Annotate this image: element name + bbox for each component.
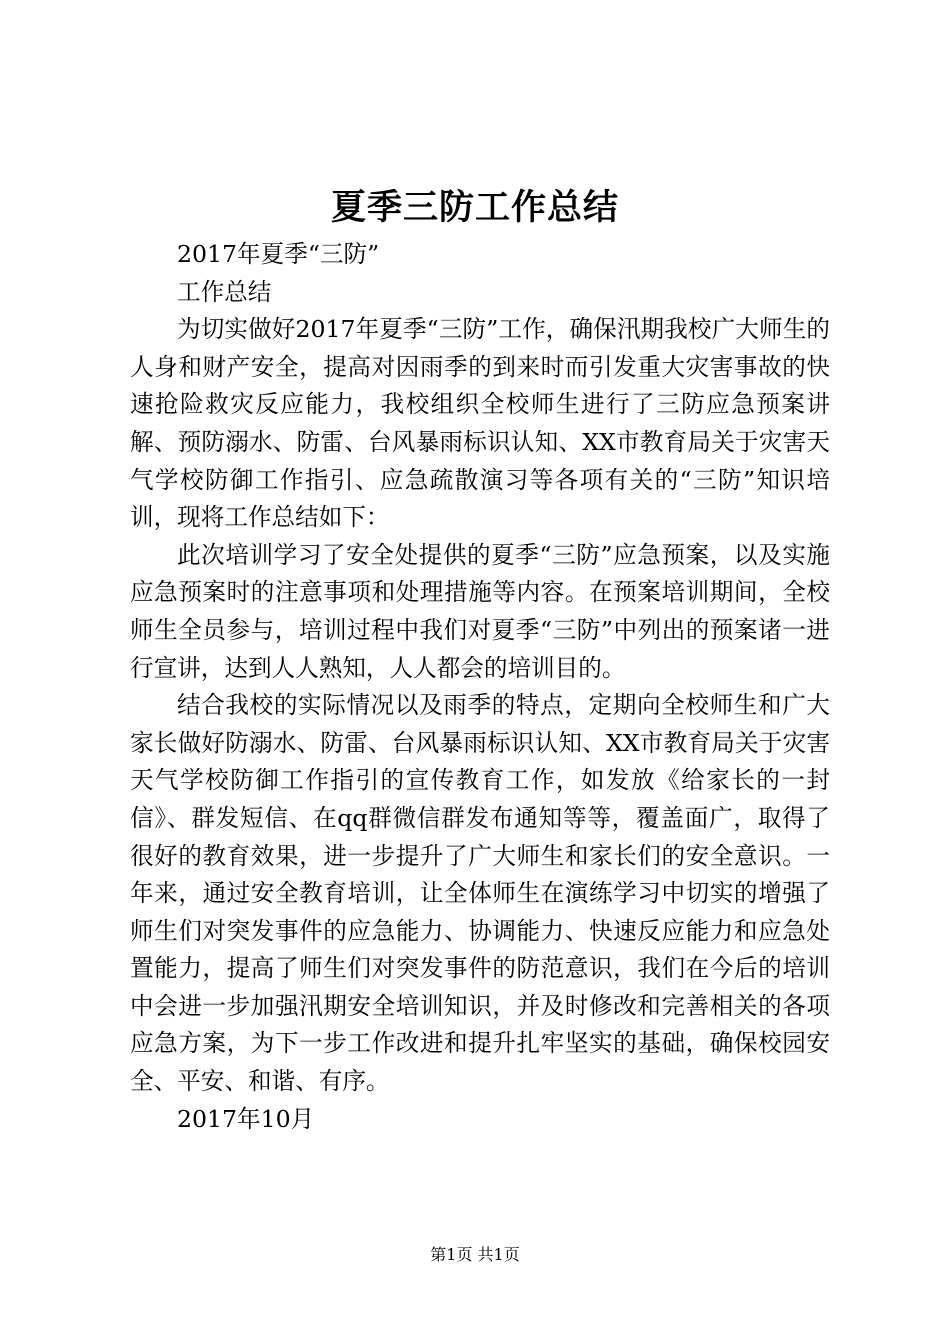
page-footer: 第1页 共1页 [430, 1245, 520, 1264]
document-date: 2017年10月 [177, 1104, 315, 1133]
document-body [130, 236, 830, 1138]
subtitle-line-2: 工作总结 [177, 277, 272, 306]
subtitle-line-1: 2017年夏季“三防” [177, 240, 380, 268]
paragraph-outreach: 结合我校的实际情况以及雨季的特点，定期向全校师生和广大家长做好防溺水、防雷、台风暴雨标识认知、XX市教育局关于灾害天气学校防御工作指引的宣传教育工作，如发放《给家长的一封信》、群发短信、在qq群微信群发布通知等等，覆盖面广，取得了很好的教育效果，进一步提升了广大师生和家长们的安全意识。一年来，通过安全教育培训，让全体师生在演练学习中切实的增强了师生们对突发事件的应急能力、协调能力、快速反应能力和应急处置能力，提高了师生们对突发事件的防范意识，我们在今后的培训中会进一步加强汛期安全培训知识，并及时修改和完善相关的各项应急方案，为下一步工作改进和提升扎牢坚实的基础，确保校园安全、平安、和谐、有序。 [130, 691, 830, 1096]
paragraph-training: 此次培训学习了安全处提供的夏季“三防”应急预案，以及实施应急预案时的注意事项和处理措施等内容。在预案培训期间，全校师生全员参与，培训过程中我们对夏季“三防”中列出的预案诸一进行宣讲，达到人人熟知，人人都会的培训目的。 [130, 540, 830, 682]
document-title: 夏季三防工作总结 [330, 188, 619, 228]
paragraph-intro: 为切实做好2017年夏季“三防”工作，确保汛期我校广大师生的人身和财产安全，提高对因雨季的到来时而引发重大灾害事故的快速抢险救灾反应能力，我校组织全校师生进行了三防应急预案讲解、预防溺水、防雷、台风暴雨标识认知、XX市教育局关于灾害天气学校防御工作指引、应急疏散演习等各项有关的“三防”知识培训，现将工作总结如下： [130, 315, 830, 532]
